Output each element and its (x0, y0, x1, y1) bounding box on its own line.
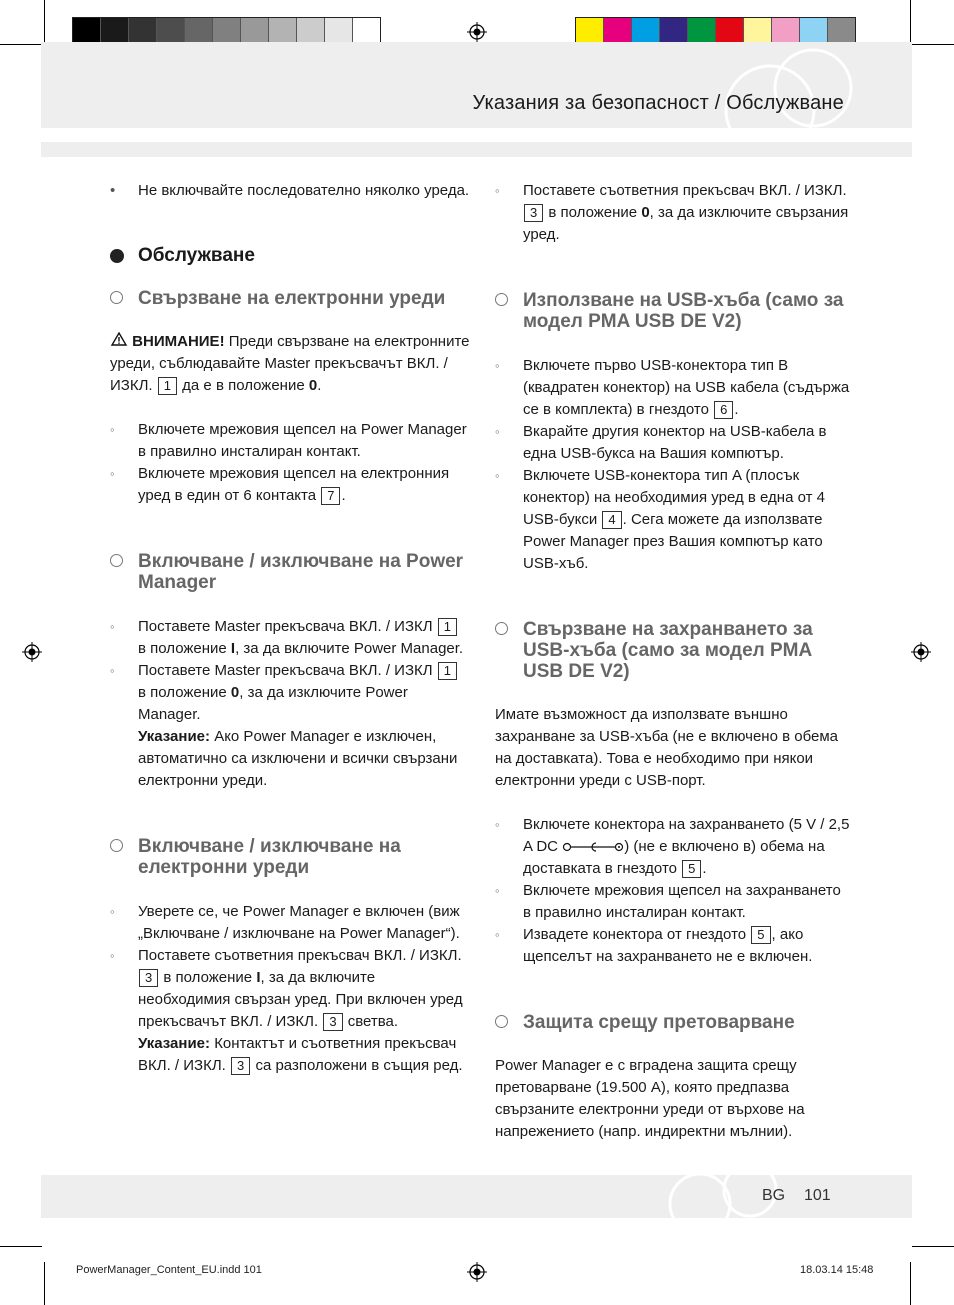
list-item: ◦ Поставете съответния прекъсвач ВКЛ. / ИЗКЛ. 3 в положение 0, за да изключите свързания уред. (495, 182, 849, 243)
crop-mark (0, 44, 42, 45)
list-item: ◦ Включете първо USB-конектора тип B (квадратен конектор) на USB кабела (съдържа се в комплекта) в гнездото 6 . (495, 357, 850, 418)
paragraph: Power Manager е с вградена защита срещу претоварване (19.500 A), която предпазва свързаните електронни уреди от върхове на напрежението (напр. индиректни мълнии). (495, 1057, 805, 1140)
circle-icon (110, 839, 123, 852)
crop-mark (44, 0, 45, 42)
list-item: ◦ Включете мрежовия щепсел на захранването в правилно инсталиран контакт. (495, 882, 841, 921)
list-item: ◦ Поставете Master прекъсвача ВКЛ. / ИЗКЛ 1 в положение 0, за да изключите Power Manager. Указание: Ако Power Manager е изключен, автоматично са изключени и всички свързани електронни уреди. (110, 662, 458, 789)
section-heading: Обслужване (110, 245, 470, 267)
file-slug: PowerManager_Content_EU.indd 101 (76, 1264, 262, 1276)
language-code: BG (762, 1187, 786, 1204)
crop-mark (912, 44, 954, 45)
date-slug: 18.03.14 15:48 (800, 1264, 874, 1276)
dc-polarity-icon (562, 841, 624, 853)
subsection-heading: Защита срещу претоварване (495, 1012, 850, 1033)
registration-mark-icon (911, 642, 931, 662)
subsection-heading: Свързване на захранването за USB-хъба (само за модел PMA USB DE V2) (495, 619, 850, 682)
list-item: ◦ Извадете конектора от гнездото 5 , ако щепселът на захранването не е включен. (495, 926, 813, 965)
page-title: Указания за безопасност / Обслужване (472, 92, 844, 114)
header-strip (41, 142, 912, 157)
crop-mark (912, 1246, 954, 1247)
circle-icon (110, 291, 123, 304)
filled-circle-icon (110, 249, 124, 263)
list-item: • Не включвайте последователно няколко уреда. (110, 182, 470, 199)
circle-icon (495, 293, 508, 306)
list-item: ◦ Включете мрежовия щепсел на Power Manager в правилно инсталиран контакт. (110, 421, 467, 460)
circle-icon (495, 1015, 508, 1028)
list-item: ◦ Вкарайте другия конектор на USB-кабела в една USB-букса на Вашия компютър. (495, 423, 827, 462)
warning-triangle-icon (110, 332, 128, 346)
subsection-heading: Използване на USB-хъба (само за модел PMA USB DE V2) (495, 290, 850, 332)
circle-icon (110, 554, 123, 567)
list-item: ◦ Включете USB-конектора тип A (плосък конектор) на необходимия уред в една от 4 USB-букси 4 . Сега можете да използвате Power Manager през Вашия компютър като USB-хъб. (495, 467, 825, 572)
registration-mark-icon (467, 22, 487, 42)
left-column (110, 180, 470, 1077)
right-column (495, 180, 850, 1143)
crop-mark (44, 1262, 45, 1305)
list-item: ◦ Включете конектора на захранването (5 V / 2,5 A DC ) (не е включено в) обема на доставката в гнездото 5 . (495, 816, 850, 877)
crop-mark (910, 1262, 911, 1305)
paragraph: Имате възможност да използвате външно захранване за USB-хъба (не е включено в обема на доставката). Това е необходимо при някои електронни уреди с USB-порт. (495, 706, 839, 789)
list-item: ◦ Включете мрежовия щепсел на електронния уред в един от 6 контакта 7 . (110, 465, 450, 504)
subsection-heading: Включване / изключване на електронни уреди (110, 836, 470, 878)
warning-paragraph: ВНИМАНИЕ! Преди свързване на електронните уреди, съблюдавайте Master прекъсвачът ВКЛ. / ИЗКЛ. 1 да е в положение 0. (110, 333, 470, 394)
circle-icon (495, 622, 508, 635)
list-item: ◦ Поставете съответния прекъсвач ВКЛ. / ИЗКЛ. 3 в положение I, за да включите необходимия свързан уред. При включен уред прекъсвачът ВКЛ. / ИЗКЛ. 3 светва. Указание: Контактът и съответния прекъсвач ВКЛ. / ИЗКЛ. 3 са разположени в същия ред. (110, 947, 463, 1074)
page-number: 101 (804, 1187, 831, 1204)
crop-mark (0, 1246, 42, 1247)
subsection-heading: Включване / изключване на Power Manager (110, 551, 470, 593)
subsection-heading: Свързване на електронни уреди (110, 288, 470, 309)
registration-mark-icon (467, 1262, 487, 1282)
list-item: ◦ Уверете се, че Power Manager е включен (виж „Включване / изключване на Power Manager“). (110, 903, 460, 942)
list-item: ◦ Поставете Master прекъсвача ВКЛ. / ИЗКЛ 1 в положение I, за да включите Power Manager. (110, 618, 464, 657)
registration-mark-icon (22, 642, 42, 662)
crop-mark (910, 0, 911, 42)
